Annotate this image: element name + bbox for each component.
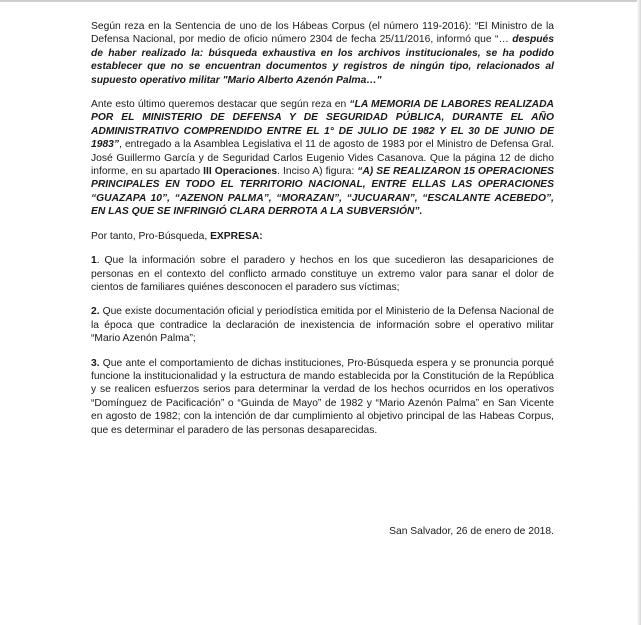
point-number: 1	[91, 255, 97, 267]
paragraph-habeas-corpus	[91, 20, 554, 87]
emphasis-title: “LA MEMORIA DE LABORES REALIZADA POR EL MINISTERIO DE DEFENSA Y DE SEGURIDAD PÚBLICA, DURANTE EL AÑO ADMINISTRATIVO COMPRENDIDO ENTRE EL 1° DE JULIO DE 1982 Y EL 30 DE JUNIO DE 1983”	[91, 99, 554, 151]
paragraph-expresa	[91, 230, 554, 243]
point-text: . Que la información sobre el paradero y hechos en los que sucedieron las desapariciones de personas en el contexto del conflicto armado constituye un extremo valor para sanar el dolor de cientos de familiares quiénes desconocen el paradero sus víctimas;	[91, 255, 554, 293]
point-text: Que ante el comportamiento de dichas instituciones, Pro-Búsqueda espera y se pronuncia porqué funcione la institucionalidad y la estructura de mando establecida por la Constitución de la República y se realicen esfuerzos serios para determinar la verdad de los hechos ocurridos en los operativos “Domínguez de Pacificación” o “Guinda de Mayo” de 1982 y “Mario Azenón Palma” en San Vicente en agosto de 1982; con la intención de dar cumplimiento al objetivo principal de las Habeas Corpus, que es determinar el paradero de las personas desaparecidas.	[91, 357, 554, 436]
point-2	[91, 305, 554, 345]
paragraph-memoria-labores	[91, 98, 554, 219]
point-number: 2.	[91, 306, 100, 318]
signature-date: San Salvador, 26 de enero de 2018.	[389, 526, 554, 537]
text: Por tanto, Pro-Búsqueda,	[91, 230, 211, 242]
text: . Inciso A) figura:	[277, 166, 358, 178]
bold-expresa: EXPRESA:	[210, 230, 263, 242]
point-text: Que existe documentación oficial y periodística emitida por el Ministerio de la Defensa Nacional de la época que contradice la declaración de inexistencia de información sobre el operativo militar “Mario Azenón Palma”;	[91, 306, 554, 345]
text: Ante esto último queremos destacar que según reza en	[91, 99, 350, 111]
emphasis-quote: “A) SE REALIZARON 15 OPERACIONES PRINCIPALES EN TODO EL TERRITORIO NACIONAL, ENTRE ELLAS LAS OPERACIONES “GUAZAPA 10”, “AZENON PALMA”, “MORAZAN”, “JUCUARAN”, “ESCALANTE ACEBEDO”, EN LAS QUE SE INFRINGIÓ CLARA DERROTA A LA SUBVERSIÓN”.	[91, 166, 554, 218]
point-number: 3.	[91, 357, 100, 369]
page-edge-shadow	[637, 0, 641, 625]
point-3	[91, 357, 554, 437]
emphasis-quote: después de haber realizado la: búsqueda exhaustiva en los archivos institucionales, se ha podido establecer que no se encuentran documentos y registros de ningún tipo, relacionados al supuesto operativo militar "Mario Alberto Azenón Palma…"	[91, 34, 554, 86]
point-1	[91, 254, 554, 294]
bold-section: III Operaciones	[203, 166, 278, 178]
document-body	[91, 20, 554, 448]
text: Según reza en la Sentencia de uno de los Hábeas Corpus (el número 119-2016): “El Ministro de la Defensa Nacional, por medio de oficio número 2304 de fecha 25/11/2016, informó que “…	[91, 21, 554, 46]
text: , entregado a la Asamblea Legislativa el 11 de agosto de 1983 por el Ministro de Defensa Gral. José Guillermo García y de Seguridad Carlos Eugenio Vides Casanova. Que la página 12 de dicho informe, en su apartado	[91, 139, 554, 178]
top-border	[0, 0, 641, 2]
